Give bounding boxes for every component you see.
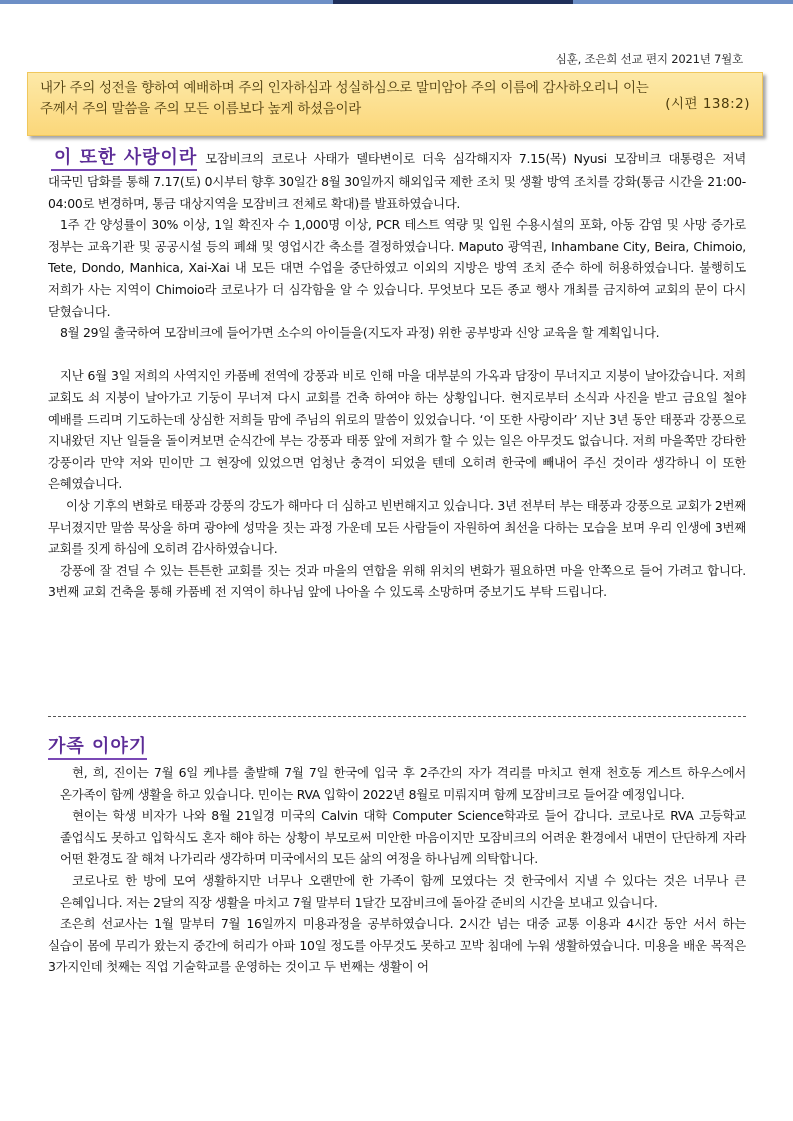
section-love [48,147,746,603]
paragraph-text: 모잠비크의 코로나 사태가 델타변이로 더욱 심각해지자 7.15(목) Nyusi 모잠비크 대통령은 저녁 대국민 담화를 통해 7.17(토) 0시부터 향후 30일간 8월 30일까지 해외입국 제한 조치 및 생활 방역 조치를 강화(통금 시간을 21:00-04:00로 변경하며, 통금 대상지역을 모잠비크 전체로 확대)를 발표하였습니다. [48,151,746,211]
paragraph: 조은희 선교사는 1월 말부터 7월 16일까지 미용과정을 공부하였습니다. 2시간 넘는 대중 교통 이용과 4시간 동안 서서 하는 실습이 몸에 무리가 왔는지 중간에 허리가 아파 10일 정도를 아무것도 못하고 꼬박 침대에 누워 생활하였습니다. 미용을 배운 목적은 3가지인데 첫째는 직업 기술학교를 운영하는 것이고 두 번째는 생활이 어 [48,916,746,975]
section-divider [48,716,746,717]
verse-text: 내가 주의 성전을 향하여 예배하며 주의 인자하심과 성실하심으로 말미암아 주의 이름에 감사하오리니 이는 주께서 주의 말씀을 주의 모든 이름보다 높게 하셨음이라 [40,80,649,117]
paragraph: 강풍에 잘 견딜 수 있는 튼튼한 교회를 짓는 것과 마을의 연합을 위해 위치의 변화가 필요하면 마을 안쪽으로 들어 가려고 합니다. 3번째 교회 건축을 통해 카품베 전 지역이 하나님 앞에 나아올 수 있도록 소망하며 중보기도 부탁 드립니다. [48,562,746,600]
paragraph: 1주 간 양성률이 30% 이상, 1일 확진자 수 1,000명 이상, PCR 테스트 역량 및 입원 수용시설의 포화, 아동 감염 및 사망 증가로 정부는 교육기관 및 공공시설 등의 폐쇄 및 영업시간 축소를 결정하였습니다. Maputo 광역권, Inhambane City, Beira, Chimoio, Tete, Dondo, Manhica, Xai-Xai 내 모든 대면 수업을 중단하였고 이외의 지방은 방역 조치 준수 하에 허용하였습니다. 불행히도 저희가 사는 지역이 Chimoio라 코로나가 더 심각함을 알 수 있습니다. 무엇보다 모든 종교 행사 개최를 금지하여 교회의 문이 다시 닫혔습니다. [48,217,746,319]
paragraph: 지난 6월 3일 저희의 사역지인 카품베 전역에 강풍과 비로 인해 마을 대부분의 가옥과 담장이 무너지고 지붕이 날아갔습니다. 저희 교회도 쇠 지붕이 날아가고 기둥이 무너져 다시 교회를 건축 하여야 하는 상황입니다. 현지로부터 소식과 사진을 받고 금요일 철야 예배를 드리며 기도하는데 상심한 저희들 맘에 주님의 위로의 말씀이 있었습니다. ‘이 또한 사랑이라’ 지난 3년 동안 태풍과 강풍으로 지내왔던 지난 일들을 돌이켜보면 순식간에 부는 강풍과 태풍 앞에 저희가 할 수 있는 일은 아무것도 없습니다. 저희 마을쪽만 강타한 강풍이라 만약 저와 민이만 그 현장에 있었으면 엄청난 충격이 되었을 텐데 오히려 한국에 빼내어 주신 것이라 생각하니 이 또한 은혜였습니다. [48,368,746,492]
paragraph: 현이는 학생 비자가 나와 8월 21일경 미국의 Calvin 대학 Computer Science학과로 들어 갑니다. 코로나로 RVA 고등학교 졸업식도 못하고 입학식도 혼자 해야 하는 상황이 부모로써 미안한 마음이지만 모잠비크의 어려운 환경에서 내면이 단단하게 자라 어떤 환경도 잘 해쳐 나가리라 생각하며 미국에서의 모든 삶의 여정을 하나님께 의탁합니다. [60,808,746,867]
bible-verse-box [27,72,763,136]
paragraph: 코로나로 한 방에 모여 생활하지만 너무나 오랜만에 한 가족이 함께 모였다는 것 한국에서 지낼 수 있다는 것은 너무나 큰 은혜입니다. 저는 2달의 직장 생활을 마치고 7월 말부터 1달간 모잠비크에 돌아갈 준비의 시간을 보내고 있습니다. [60,872,746,910]
verse-reference: (시편 138:2) [665,96,750,112]
paragraph: 8월 29일 출국하여 모잠비크에 들어가면 소수의 아이들을(지도자 과정) 위한 공부방과 신앙 교육을 할 계획입니다. [60,325,660,341]
paragraph: 이상 기후의 변화로 태풍과 강풍의 강도가 해마다 더 심하고 빈번해지고 있습니다. 3년 전부터 부는 태풍과 강풍으로 교회가 2번째 무너졌지만 말씀 묵상을 하며 광야에 성막을 짓는 과정 가운데 모든 사람들이 자원하여 최선을 다하는 모습을 보며 우리 인생에 3번째 교회를 짓게 하심에 오히려 감사하였습니다. [48,497,746,557]
section-title-love: 이 또한 사랑이라 [51,147,197,171]
section-title-family: 가족 이야기 [48,736,147,760]
top-border-accent [333,0,573,4]
paragraph [48,147,746,214]
letter-header: 심훈, 조은희 선교 편지 2021년 7월호 [555,52,743,66]
section-family [48,736,746,978]
paragraph: 현, 희, 진이는 7월 6일 케냐를 출발해 7월 7일 한국에 입국 후 2주간의 자가 격리를 마치고 현재 천호동 게스트 하우스에서 온가족이 함께 생활을 하고 있습니다. 민이는 RVA 입학이 2022년 8월로 미뤄지며 함께 모잠비크로 들어갈 예정입니다. [60,765,746,802]
